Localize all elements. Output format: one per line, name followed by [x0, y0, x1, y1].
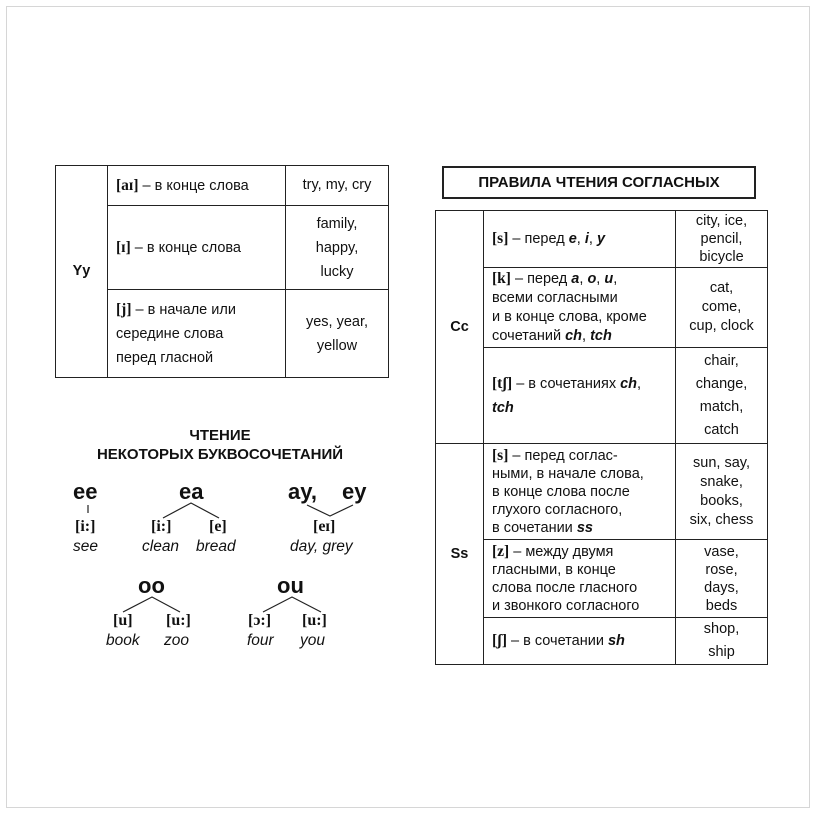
letter-ref: a [571, 271, 580, 287]
phoneme: [aɪ] [116, 176, 139, 194]
combo-ay-letters: ay, [288, 479, 317, 504]
rule-text: ными, в начале слова, [492, 465, 644, 482]
c-examples-s [676, 211, 768, 268]
letter-ref: sh [607, 633, 625, 649]
letter-ref: e [568, 231, 577, 247]
y-rule-i [108, 206, 286, 290]
example: days, [704, 579, 739, 596]
rule-text: – в сочетаниях [512, 375, 621, 392]
s-examples-z [676, 540, 768, 618]
combo-oo-letters: oo [138, 573, 165, 598]
rule-text: слова после гласного [492, 579, 638, 596]
example: happy, [315, 239, 359, 256]
combo-ou-letters: ou [277, 573, 304, 598]
y-rule-j [108, 290, 286, 378]
letter-ref: ss [576, 519, 593, 536]
letter-ref: u [604, 271, 614, 287]
combo-ea-letters: ea [179, 479, 204, 504]
c-examples-tsh [676, 348, 768, 444]
rule-text: – в конце слова [130, 239, 241, 256]
example: shop, [703, 621, 740, 637]
letter-ref: ch [620, 375, 638, 392]
example: sun, say, [693, 454, 750, 471]
s-rule-z [484, 540, 676, 618]
combo-ea-phoneme-1: [i:] [151, 518, 172, 535]
example: snake, [700, 473, 743, 490]
letter-ref: o [587, 271, 597, 287]
example: books, [700, 492, 743, 509]
combo-ou-phoneme-2: [u:] [302, 612, 327, 629]
rule-text: сочетаний [492, 328, 566, 344]
combos-title-line1: ЧТЕНИЕ [189, 427, 251, 444]
example: rose, [705, 561, 738, 578]
rule-text: – в конце слова [138, 177, 249, 194]
s-examples-sh [676, 618, 768, 665]
combos-title-line2: НЕКОТОРЫХ БУКВОСОЧЕТАНИЙ [96, 446, 344, 463]
example: come, [701, 299, 742, 315]
combo-oo-phoneme-1: [u] [113, 612, 133, 629]
example: ship [708, 644, 735, 660]
phoneme: [z] [492, 542, 510, 560]
rule-text: – перед [510, 271, 572, 287]
y-examples-j [286, 290, 389, 378]
c-rule-tsh [484, 348, 676, 444]
rule-text: , [588, 231, 597, 247]
example: change, [695, 375, 748, 392]
rule-text: – в начале или [131, 301, 236, 318]
rule-text: в конце слова после [492, 483, 630, 500]
example: yes, year, [305, 313, 369, 330]
rule-text: , [582, 328, 591, 344]
consonants-title: ПРАВИЛА ЧТЕНИЯ СОГЛАСНЫХ [442, 166, 756, 199]
rule-text: всеми согласными [492, 290, 618, 306]
combo-ee-phoneme: [i:] [75, 518, 96, 535]
phoneme: [ʃ] [492, 632, 508, 649]
example: beds [705, 597, 738, 614]
example: chair, [704, 352, 739, 369]
letter-ref: ch [565, 328, 582, 344]
phoneme: [s] [492, 446, 509, 464]
phoneme: [s] [492, 230, 509, 247]
consonant-rules-table [435, 210, 768, 665]
letter-y: Yy [56, 166, 108, 378]
rule-text: в сочетании [492, 519, 577, 536]
combo-ee-letters: ee [73, 479, 98, 504]
example: cat, [709, 280, 734, 296]
y-rule-ai [108, 166, 286, 206]
phoneme: [j] [116, 300, 132, 318]
rule-text: , [613, 271, 618, 287]
rule-text: , [637, 375, 642, 392]
rule-text: , [596, 271, 605, 287]
example: bicycle [699, 249, 744, 265]
example: pencil, [700, 231, 743, 247]
combo-ea-word-1: clean [142, 538, 180, 555]
rule-text: гласными, в конце [492, 561, 616, 578]
rule-text: – между двумя [509, 543, 614, 560]
rule-text: середине слова [116, 325, 224, 342]
rule-text: – перед [508, 231, 569, 247]
c-rule-k [484, 268, 676, 348]
letter-ref: y [596, 231, 606, 247]
letter-ref: i [584, 231, 589, 247]
combo-oo-phoneme-2: [u:] [166, 612, 191, 629]
combo-ea-word-2: bread [196, 538, 236, 555]
y-rules-table [55, 165, 389, 378]
letter-ref: tch [492, 399, 514, 416]
example: match, [699, 398, 744, 415]
s-rule-sh [484, 618, 676, 665]
example: six, chess [689, 511, 754, 528]
rule-text: и звонкого согласного [492, 597, 640, 614]
letter-c: Cc [436, 211, 484, 444]
rule-text: и в конце слова, кроме [492, 309, 647, 325]
example: cup, clock [689, 318, 754, 334]
combo-ay-ey-phoneme: [eɪ] [313, 518, 336, 535]
combo-oo-word-1: book [106, 632, 140, 649]
y-examples-i [286, 206, 389, 290]
y-examples-ai [286, 166, 389, 206]
letter-s: Ss [436, 444, 484, 665]
example: try, my, cry [302, 177, 372, 193]
combo-ee-word: see [73, 538, 98, 555]
c-rule-s [484, 211, 676, 268]
rule-text: перед гласной [116, 349, 214, 366]
rule-text: , [579, 271, 588, 287]
phoneme: [tʃ] [492, 374, 513, 392]
s-rule-s [484, 444, 676, 540]
phoneme: [k] [492, 270, 511, 287]
example: yellow [316, 337, 358, 354]
combo-ay-ey-words: day, grey [290, 538, 353, 555]
example: lucky [320, 263, 354, 280]
letter-ref: tch [590, 328, 612, 344]
rule-text: глухого согласного, [492, 501, 623, 518]
s-examples-s [676, 444, 768, 540]
combo-ey-letters: ey [342, 479, 367, 504]
combo-ou-word-2: you [300, 632, 325, 649]
combo-ou-phoneme-1: [ɔ:] [248, 612, 272, 629]
c-examples-k [676, 268, 768, 348]
example: vase, [704, 543, 739, 560]
combo-ou-word-1: four [247, 632, 274, 649]
combo-ea-phoneme-2: [e] [209, 518, 227, 535]
rule-text: , [576, 231, 585, 247]
rule-text: – в сочетании [507, 633, 608, 649]
example: family, [316, 215, 358, 232]
rule-text: – перед соглас- [508, 447, 618, 464]
example: city, ice, [695, 213, 748, 229]
phoneme: [ɪ] [116, 238, 131, 256]
example: catch [704, 421, 739, 438]
combo-oo-word-2: zoo [164, 632, 189, 649]
